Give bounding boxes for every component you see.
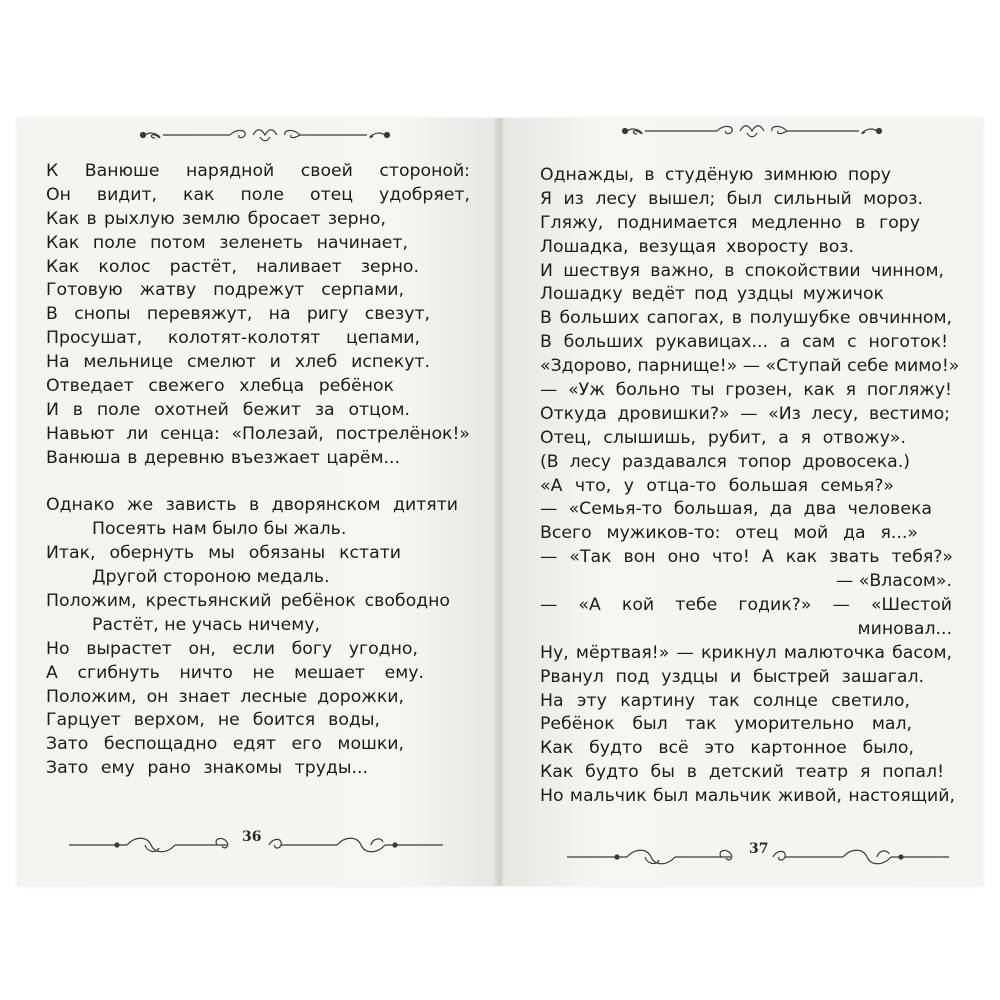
poem-line: Я из лесу вышел; был сильный мороз. — [540, 188, 923, 209]
poem-line: Зато ему рано знакомы труды... — [46, 758, 368, 779]
poem-line: Но вырастет он, если богу угодно, — [46, 638, 418, 659]
poem-line: Всего мужиков-то: отец мой да я...» — [540, 523, 918, 544]
page-number-right: 37 — [749, 841, 769, 857]
poem-line: Как будто всё это картонное было, — [540, 738, 914, 759]
poem-line: Как колос растёт, наливает зерно. — [46, 256, 419, 277]
poem-line: На эту картину так солнце светило, — [540, 690, 910, 711]
poem-line: Ну, мёртвая!» — крикнул малюточка басом, — [540, 642, 952, 663]
poem-line: (В лесу раздавался топор дровосека.) — [540, 451, 910, 472]
bottom-ornament-right-a — [565, 840, 743, 874]
poem-line: — «Семья-то большая, да два человека — [540, 499, 932, 520]
poem-line: Однажды, в студёную зимнюю пору — [540, 165, 891, 185]
poem-line: Посеять нам было бы жаль. — [92, 519, 347, 540]
poem-line: В больших сапогах, в полушубке овчинном, — [540, 308, 952, 329]
bottom-ornament-left-a — [67, 828, 237, 862]
poem-line: Гарцует верхом, не боится воды, — [46, 710, 380, 731]
bottom-ornament-left-b — [267, 828, 445, 862]
poem-line: Но мальчик был мальчик живой, настоящий, — [540, 786, 955, 807]
open-book — [17, 118, 983, 886]
left-page — [17, 118, 497, 886]
poem-line: Гляжу, поднимается медленно в гору — [540, 212, 920, 233]
poem-line: Растёт, не учась ничему, — [92, 614, 321, 635]
poem-line: «А что, у отца-то большая семья?» — [540, 475, 894, 496]
poem-line: — «Так вон оно что! А как звать тебя?» — [540, 547, 953, 568]
poem-line: В снопы перевяжут, на ригу свезут, — [46, 304, 430, 325]
right-page — [503, 118, 983, 886]
poem-line: Лошадка, везущая хворосту воз. — [540, 236, 854, 257]
poem-line: Итак, обернуть мы обязаны кстати — [46, 543, 401, 564]
poem-line: — «А кой тебе годик?» — «Шестой — [540, 595, 952, 616]
poem-line: — «Власом». — [835, 571, 952, 592]
poem-line: Лошадку ведёт под уздцы мужичок — [540, 284, 884, 305]
poem-line: «Здорово, парнище!» — «Ступай себе мимо!» — [540, 356, 960, 377]
poem-line: Положим, он знает лесные дорожки, — [46, 686, 404, 707]
poem-line: Откуда дровишки?» — «Из лесу, вестимо; — [540, 403, 950, 424]
poem-line: Ребёнок был так уморительно мал, — [540, 714, 912, 735]
poem-line: Ванюша в деревню въезжает царём... — [46, 447, 400, 468]
stanza-gap — [46, 471, 470, 495]
poem-line: Рванул под уздцы и быстрей зашагал. — [540, 666, 924, 687]
poem-line: Отец, слышишь, рубит, а я отвожу». — [540, 427, 906, 448]
poem-line: Как в рыхлую землю бросает зерно, — [46, 208, 386, 229]
top-ornament-right — [617, 120, 887, 142]
poem-line: Отведает свежего хлебца ребёнок — [46, 376, 394, 397]
left-poem-text — [46, 160, 470, 781]
poem-line: На мельнице смелют и хлеб испекут. — [46, 352, 430, 373]
poem-line: миновал... — [857, 618, 952, 639]
poem-line: Он видит, как поле отец удобряет, — [46, 184, 470, 205]
page-number-left: 36 — [242, 829, 262, 845]
poem-line: Просушат, колотят-колотят цепами, — [46, 328, 420, 349]
poem-line: Однако же зависть в дворянском дитяти — [46, 495, 458, 516]
right-poem-text — [540, 164, 961, 809]
top-ornament-left — [135, 124, 395, 146]
poem-line: Готовую жатву подрежут серпами, — [46, 280, 404, 301]
poem-line: И шествуя важно, в спокойствии чинном, — [540, 260, 944, 281]
poem-line: Как поле потом зеленеть начинает, — [46, 232, 408, 253]
poem-line: К Ванюше нарядной своей стороной: — [46, 161, 470, 181]
poem-line: Положим, крестьянский ребёнок свободно — [46, 591, 450, 612]
poem-line: Навьют ли сенца: «Полезай, пострелёнок!» — [46, 423, 470, 444]
poem-line: В больших рукавицах... а сам с ноготок! — [540, 332, 948, 353]
poem-line: И в поле охотней бежит за отцом. — [46, 399, 410, 420]
bottom-ornament-right-b — [771, 840, 951, 874]
poem-line: — «Уж больно ты грозен, как я погляжу! — [540, 380, 952, 401]
poem-line: А сгибнуть ничто не мешает ему. — [46, 662, 424, 683]
poem-line: Как будто бы в детский театр я попал! — [540, 762, 944, 783]
poem-line: Другой стороною медаль. — [92, 567, 330, 588]
poem-line: Зато беспощадно едят его мошки, — [46, 734, 404, 755]
